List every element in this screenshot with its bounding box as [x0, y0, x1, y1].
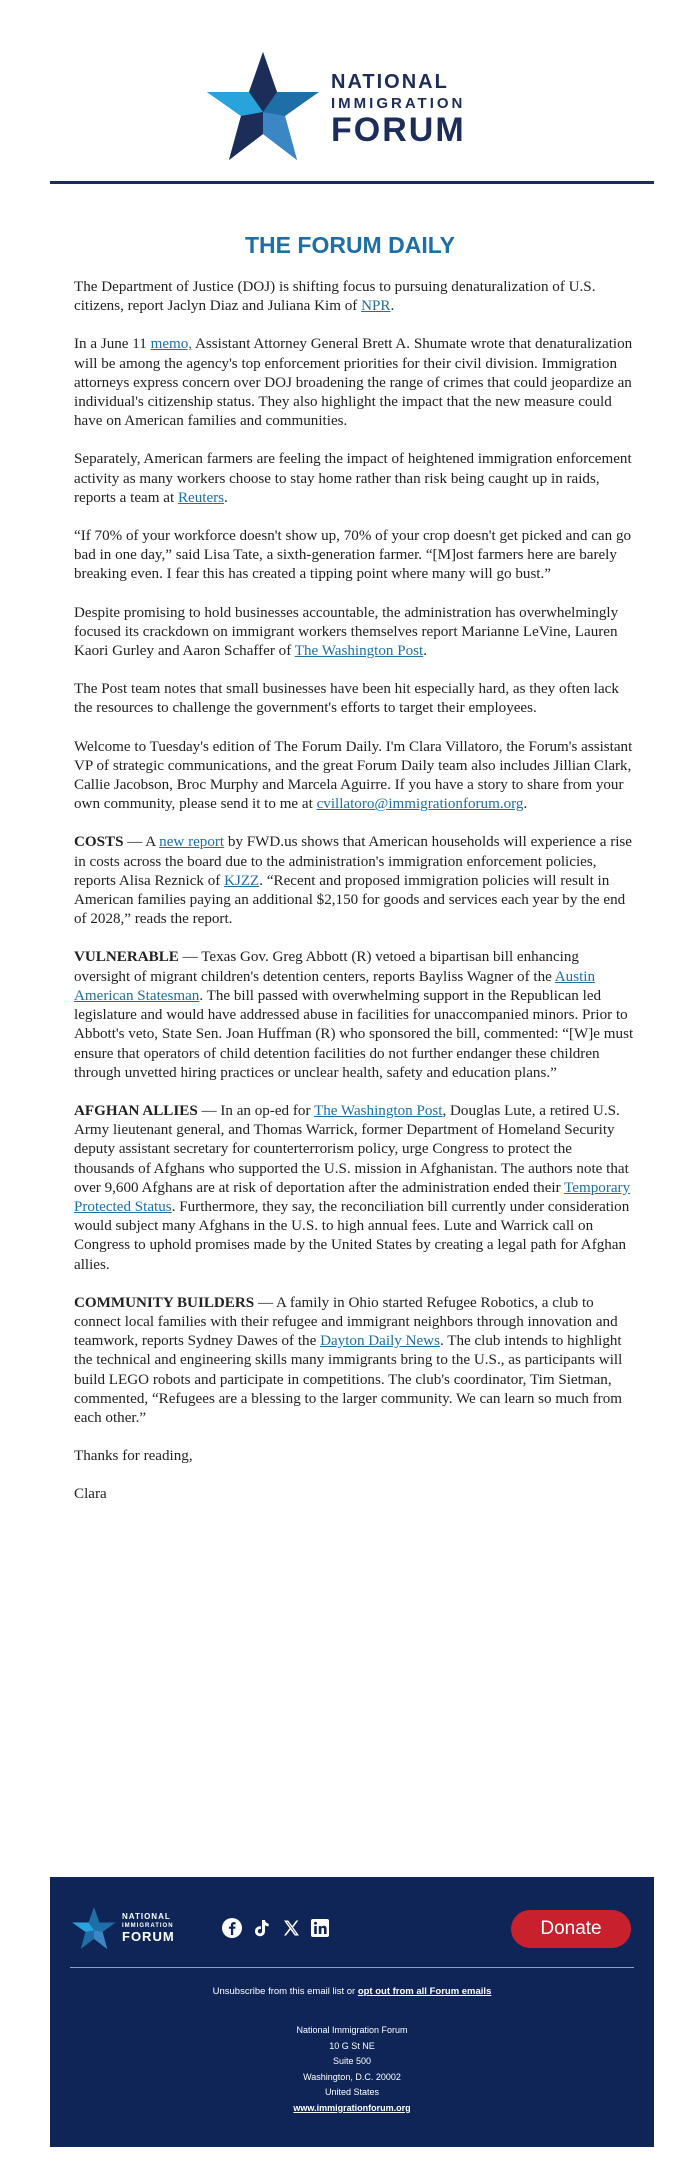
newsletter-body [74, 278, 634, 1524]
address-line: National Immigration Forum [296, 2025, 408, 2035]
paragraph-text: Assistant Attorney General Brett A. Shumate wrote that denaturalization will be among the agency's top enforcement priorities for their civil division. Immigration attorneys express concern over DOJ broadening the range of crimes that could jeopardize an individual's citizenship status. They also highlight the impact that the new measure could have on American families and communities. [74, 336, 633, 430]
link-washington-post[interactable]: The Washington Post [294, 643, 424, 660]
footer-address [50, 2023, 654, 2116]
footer-logo-line-2: IMMIGRATION [122, 1923, 174, 1929]
paragraph-text: — Texas Gov. Greg Abbott (R) vetoed a bipartisan bill enhancing oversight of migrant children's detention centers, reports Bayliss Wagner of the [74, 949, 579, 985]
paragraph-text: . The club intends to highlight the technical and engineering skills many immigrants bring to the U.S., as participants will build LEGO robots and participate in competitions. The club's coordinator, Tim Sietman, commented, “Refugees are a blessing to the larger community. We can learn so much from each other.” [74, 1333, 623, 1426]
paragraph-farmers [74, 450, 634, 508]
unsubscribe-text: Unsubscribe from this email list or [212, 1986, 358, 1997]
tiktok-icon[interactable] [250, 1917, 272, 1939]
star-logo-icon [207, 52, 319, 160]
punct: . [423, 643, 428, 660]
paragraph-crackdown [74, 604, 634, 662]
link-new-report[interactable]: new report [159, 834, 225, 851]
linkedin-icon[interactable] [309, 1917, 331, 1939]
paragraph-text: — A [123, 834, 160, 851]
website-link[interactable]: www.immigrationforum.org [293, 2102, 411, 2113]
footer-logo-wordmark [122, 1913, 175, 1943]
section-label: AFGHAN ALLIES [74, 1102, 198, 1119]
logo-line-1: NATIONAL [331, 71, 449, 93]
link-dayton-daily-news[interactable]: Dayton Daily News [320, 1333, 440, 1350]
signature: Clara [74, 1486, 107, 1503]
logo-line-3: FORUM [331, 111, 466, 149]
email-header [0, 40, 700, 180]
section-label: COSTS [74, 834, 124, 851]
punct: . [523, 796, 528, 813]
paragraph-memo [74, 335, 634, 431]
logo-line-2: IMMIGRATION [331, 95, 466, 112]
paragraph-welcome [74, 738, 634, 815]
paragraph-small-business: The Post team notes that small businesses have been hit especially hard, as they often lack the resources to challenge the government's efforts to target their employees. [74, 681, 619, 717]
paragraph-text: by FWD.us shows that American households will experience a rise in costs across the board due to the administration's immigration enforcement policies, reports Alisa Reznick of [74, 834, 632, 889]
address-line: United States [324, 2087, 380, 2097]
address-line: Washington, D.C. 20002 [303, 2071, 401, 2082]
paragraph-text: Welcome to Tuesday's edition of The Forum Daily. I'm Clara Villatoro, the Forum's assistant VP of strategic communications, and the great Forum Daily team also includes Jillian Clark, Callie Jacobson, Broc Murphy and Marcela Aguirre. If you have a story to share from your own community, please send it to me at [74, 738, 633, 813]
section-vulnerable [74, 948, 634, 1082]
paragraph-text: . “Recent and proposed immigration policies will result in American families paying an additional $2,150 for goods and services each year by the end of 2028,” reads the report. [74, 872, 626, 928]
email-footer [50, 1877, 654, 2147]
section-community-builders [74, 1294, 634, 1428]
link-austin-statesman[interactable]: Austin American Statesman [74, 968, 596, 1004]
paragraph-text: . The bill passed with overwhelming support in the Republican led legislature and would have addressed abuse in facilities for unaccompanied minors. Prior to Abbott's veto, State Sen. Joan Huffman (R) who sponsored the bill, commented: “[W]e must ensure that operators of child detention facilities do not further endanger these children through unvetted hiring practices or unclear health, safety and education plans.” [74, 987, 634, 1081]
header-divider [50, 181, 654, 184]
section-costs [74, 833, 634, 929]
closing-thanks: Thanks for reading, [74, 1448, 193, 1465]
paragraph-text: , Douglas Lute, a retired U.S. Army lieutenant general, and Thomas Warrick, former Department of Homeland Security deputy assistant secretary for counterterrorism policy, urge Congress to protect the thousands of Afghans who supported the U.S. mission in Afghanistan. The authors note that over 9,600 Afghans are at risk of deportation after the administration ended their [74, 1102, 629, 1196]
facebook-icon[interactable] [221, 1917, 243, 1939]
address-line: 10 G St NE [329, 2040, 375, 2051]
paragraph-text: — In an op-ed for [197, 1102, 314, 1119]
opt-out-link[interactable]: opt out from all Forum emails [357, 1986, 492, 1997]
punct: . [224, 489, 228, 506]
link-memo[interactable]: memo, [150, 336, 193, 353]
punct: . [390, 298, 395, 315]
link-kjzz[interactable]: KJZZ [224, 872, 260, 889]
address-line: Suite 500 [332, 2056, 372, 2066]
link-washington-post-oped[interactable]: The Washington Post [313, 1102, 443, 1119]
section-afghan-allies [74, 1102, 634, 1275]
footer-logo-line-3: FORUM [122, 1929, 175, 1944]
footer-logo-line-1: NATIONAL [122, 1912, 171, 1921]
logo-wordmark [331, 72, 466, 147]
donate-button[interactable]: Donate [511, 1910, 631, 1948]
link-tps[interactable]: Temporary Protected Status [74, 1179, 631, 1215]
paragraph-text: Despite promising to hold businesses accountable, the administration has overwhelmingly focused its crackdown on immigrant workers themselves report Marianne LeVine, Lauren Kaori Gurley and Aaron Schaffer of [74, 604, 619, 660]
paragraph-text: . Furthermore, they say, the reconciliation bill currently under consideration would subject many Afghans in the U.S. to high annual fees. Lute and Warrick call on Congress to uphold promises made by the United States by creating a legal path for Afghan allies. [74, 1198, 630, 1273]
section-label: VULNERABLE [74, 949, 179, 966]
newsletter-title: THE FORUM DAILY [245, 232, 455, 258]
paragraph-text: In a June 11 [74, 336, 151, 353]
paragraph-text: Separately, American farmers are feeling the impact of heightened immigration enforcement activity as many workers choose to stay home rather than risk being caught up in raids, reports a team at [74, 451, 632, 506]
section-label: COMMUNITY BUILDERS [74, 1294, 255, 1311]
unsubscribe-line [50, 1986, 654, 1997]
link-npr[interactable]: NPR [361, 298, 391, 315]
paragraph-intro [74, 278, 634, 316]
footer-divider [70, 1967, 634, 1968]
paragraph-text: The Department of Justice (DOJ) is shifting focus to pursuing denaturalization of U.S. citizens, report Jaclyn Diaz and Juliana Kim of [74, 279, 596, 315]
link-email[interactable]: cvillatoro@immigrationforum.org [316, 796, 524, 813]
link-reuters[interactable]: Reuters [177, 489, 225, 506]
footer-star-logo-icon [72, 1907, 116, 1949]
paragraph-text: — A family in Ohio started Refugee Robotics, a club to connect local families with their refugee and immigrant neighbors through innovation and teamwork, reports Sydney Dawes of the [74, 1294, 618, 1350]
x-icon[interactable] [280, 1917, 302, 1939]
paragraph-quote: “If 70% of your workforce doesn't show up, 70% of your crop doesn't get picked and can go bad in one day,” said Lisa Tate, a sixth-generation farmer. “[M]ost farmers here are barely breaking even. I fear this has created a tipping point where many will go bust.” [74, 528, 632, 583]
